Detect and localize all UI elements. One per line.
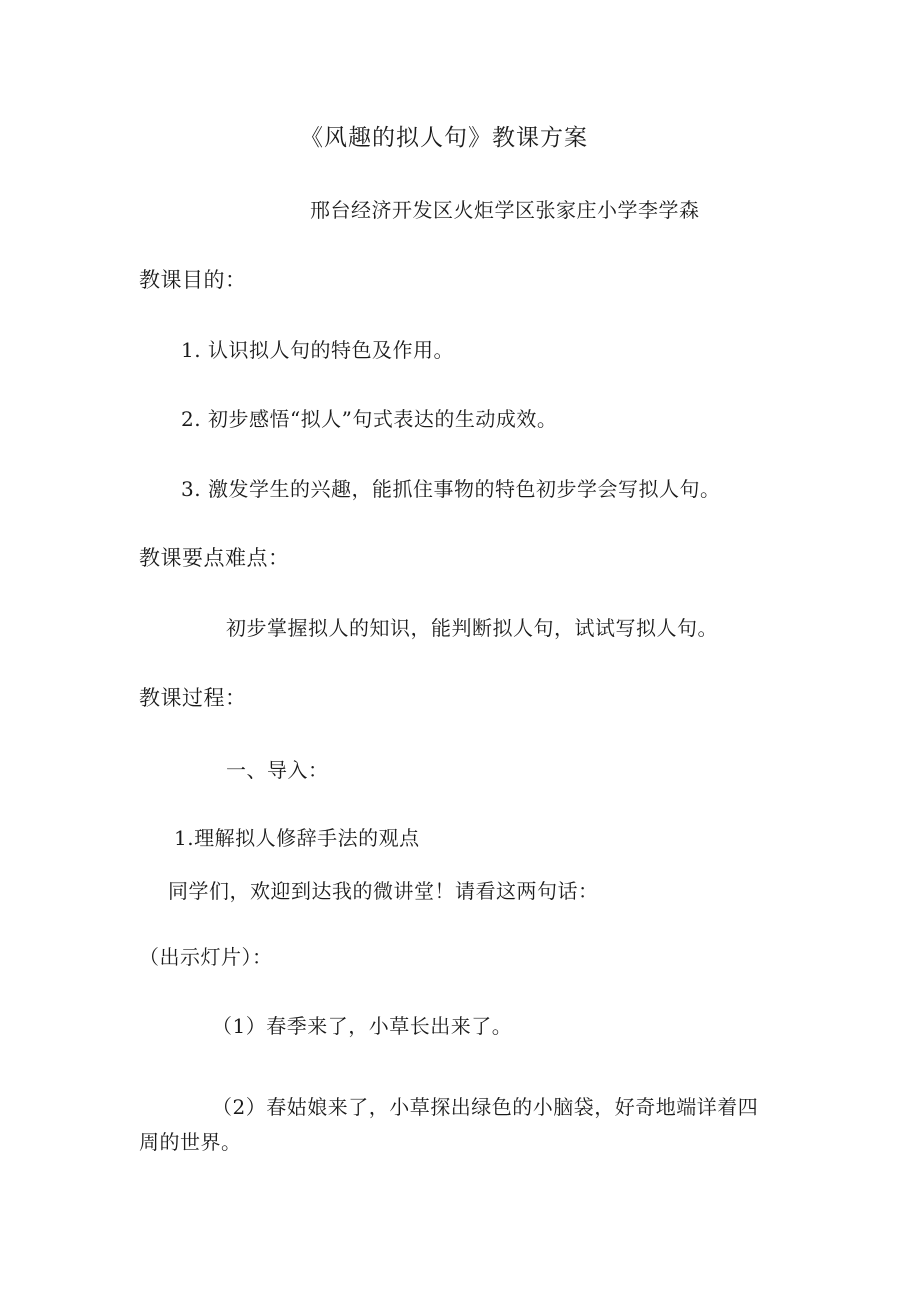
objective-item-2: 2. 初步感悟“拟人”句式表达的生动成效。 (181, 407, 558, 431)
example-sentence-2-line-2: 周的世界。 (139, 1130, 242, 1154)
section-1-heading: 一、导入： (226, 758, 329, 782)
objective-item-1: 1. 认识拟人句的特色及作用。 (181, 338, 454, 362)
subsection-1-heading: 1.理解拟人修辞手法的观点 (174, 826, 420, 850)
example-sentence-2-line-1: （2）春姑娘来了，小草探出绿色的小脑袋，好奇地端详着四 (212, 1095, 759, 1119)
process-heading: 教课过程： (139, 686, 247, 710)
objectives-heading: 教课目的： (139, 268, 247, 292)
intro-paragraph: 同学们，欢迎到达我的微讲堂！请看这两句话： (168, 879, 599, 903)
document-title: 《风趣的拟人句》教课方案 (300, 125, 588, 151)
example-sentence-1: （1）春季来了，小草长出来了。 (212, 1014, 513, 1038)
document-author: 邢台经济开发区火炬学区张家庄小学李学森 (310, 198, 700, 222)
slide-note: （出示灯片）： (139, 945, 273, 969)
key-points-text: 初步掌握拟人的知识，能判断拟人句，试试写拟人句。 (226, 616, 718, 640)
objective-item-3: 3. 激发学生的兴趣，能抓住事物的特色初步学会写拟人句。 (181, 477, 721, 501)
key-points-heading: 教课要点难点： (139, 546, 290, 570)
